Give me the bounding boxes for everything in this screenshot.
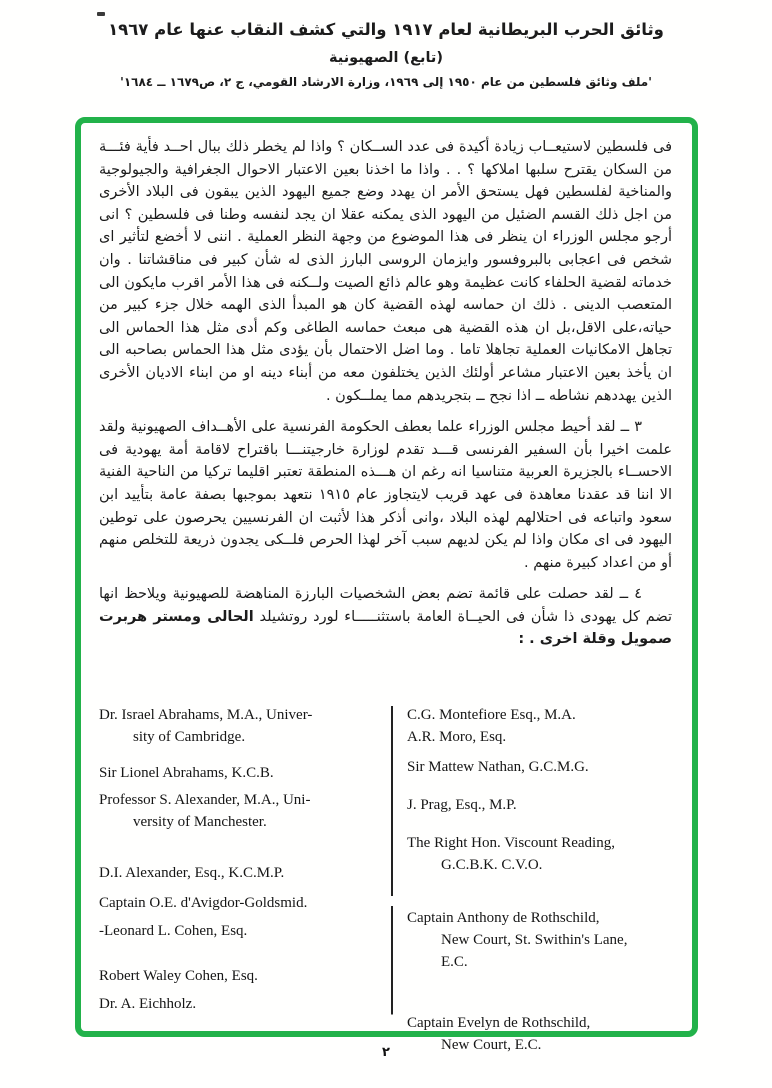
list-item	[407, 704, 672, 726]
name-line: Professor S. Alexander, M.A., Uni-	[99, 792, 311, 808]
anti-zionist-names-list	[99, 704, 672, 1053]
name-line: Sir Lionel Abrahams, K.C.B.	[99, 765, 274, 781]
list-item	[407, 907, 672, 973]
page-number: ٢	[382, 1045, 390, 1060]
document-header	[0, 20, 772, 89]
name-line: Captain O.E. d'Avigdor-Goldsmid.	[99, 895, 308, 911]
name-line: Captain Evelyn de Rothschild,	[407, 1015, 591, 1031]
name-line: sity of Cambridge.	[133, 729, 246, 745]
name-line: Dr. A. Eichholz.	[99, 996, 197, 1012]
list-item	[99, 704, 385, 748]
name-line: New Court, St. Swithin's Lane,	[441, 932, 628, 948]
name-line: G.C.B.K. C.V.O.	[441, 857, 543, 873]
name-line: J. Prag, Esq., M.P.	[407, 797, 517, 813]
name-line: Sir Mattew Nathan, G.C.M.G.	[407, 759, 589, 775]
list-item	[407, 726, 672, 748]
list-item	[407, 832, 672, 876]
highlight-border-box	[75, 117, 698, 1053]
arabic-body-text	[99, 136, 672, 704]
document-subtitle: (تابع) الصهيونية	[329, 50, 443, 66]
paragraph-4-text: ٤ ــ لقد حصلت على قائمة تضم بعض الشخصيات البارزة المناهضة للصهيونية ويلاحظ انها تضم كل يهودى ذا شأن فى الحيــاة العامة باستثنـــــاء لورد روتشيلد	[99, 586, 672, 625]
paragraph-3: ٣ ــ لقد أحيط مجلس الوزراء علما بعطف الحكومة الفرنسية على الأهــداف الصهيونية ولقد علمت اخيرا بأن السفير الفرنسى قـــد تقدم لوزارة خارجيتنـــا باقتراح لاقامة أمة يهودية فى الاحســاء بالجزيرة العربية متناسيا انه رغم ان هـــذه المنطقة تعتبر اقليما تركيا من الناحية الفنية الا اننا قد عقدنا معاهدة فى عهد قريب لايتجاوز عام ١٩١٥ نتعهد بموجبها بصفة عامة بتأييد ابن سعود واتباعه فى احتلالهم لهذه البلاد ،وانى أذكر هذا لأثبت ان الفرنسيين يحرصون على توطين اليهود فى اى مكان واذا لم يكن لديهم سبب آخر لهذا الحرص فلــكى يجدون ذريعة للتخلص منهم أو من اعداد كبيرة منهم .	[99, 419, 672, 571]
list-item	[407, 756, 672, 778]
names-column-left	[99, 704, 385, 1034]
list-item	[99, 762, 385, 784]
name-line: versity of Manchester.	[133, 814, 267, 830]
name-line: The Right Hon. Viscount Reading,	[407, 835, 615, 851]
paragraph-4-bold-tail: الحالى ومستر هربرت صمويل وقلة اخرى . :	[99, 608, 672, 648]
name-line: Captain Anthony de Rothschild,	[407, 910, 600, 926]
list-item	[99, 920, 385, 942]
document-title: وثائق الحرب البريطانية لعام ١٩١٧ والتي كشف النقاب عنها عام ١٩٦٧	[108, 20, 664, 39]
name-line: New Court, E.C.	[441, 1037, 542, 1053]
names-column-right	[401, 704, 672, 1053]
name-line: Robert Waley Cohen, Esq.	[99, 968, 258, 984]
name-line: D.I. Alexander, Esq., K.C.M.P.	[99, 865, 285, 881]
document-source-citation: 'ملف وثائق فلسطين من عام ١٩٥٠ إلى ١٩٦٩، وزارة الارشاد القومي، ج ٢، ص١٦٧٩ ــ ١٦٨٤'	[120, 75, 652, 89]
name-line: A.R. Moro, Esq.	[407, 729, 507, 745]
column-divider-rule	[391, 706, 393, 1034]
name-line: -Leonard L. Cohen, Esq.	[99, 923, 248, 939]
paragraph-continuation: فى فلسطين لاستيعــاب زيادة أكيدة فى عدد الســكان ؟ واذا لم يخطر ذلك ببال احــد فأية فئـــة من السكان يقترح سلبها املاكها ؟ . . واذا ما اخذنا بعين الاعتبار الاحوال الجغرافية والجيولوجية والمناخية لفلسطين فهل يستحق الأمر ان يهدد وضع جميع اليهود الذين يبقون فى البلاد الأخرى من اجل ذلك القسم الضئيل من اليهود الذى يمكنه عقلا ان يجد لنفسه وطنا فى فلسطين ؟ انى أرجو مجلس الوزراء ان ينظر فى هذا الموضوع من وجهة النظر العملية . اننى لا أخضع لتأثير اى شخص فى اعجابى بالبروفسور وايزمان الروسى البارز الذى له شأن كبير فى مناقشاتنا . وان خدماته لقضية الحلفاء كانت عظيمة وهو عالم ذائع الصيت ولــكنه فى هذا الأمر اقرب مايكون الى المتعصب الدينى . ذلك ان حماسه لهذه القضية كان هو المبدأ الذى الهمه خلال جزء كبير من حياته،على الاقل،بل ان هذه القضية هى مبعث حماسه الطاغى وكم أدى مثل هذا الحماس الى تجاهل الامكانيات العملية تجاهلا تاما . وما اضل الاحتمال بأن يؤدى مثل هذا الحماس بصاحبه الى ان يأخذ بعين الاعتبار مشاعر أولئك الذين يختلفون معه من أبناء دينه او من ابناء الاديان الأخرى الذين يهددهم نشاطه ــ اذا نجح ــ بتجريدهم مما يملــكون .	[99, 139, 672, 404]
name-line: C.G. Montefiore Esq., M.A.	[407, 707, 576, 723]
list-item	[99, 892, 385, 914]
paragraph-4	[99, 583, 672, 651]
name-line: E.C.	[441, 954, 468, 970]
list-item	[99, 862, 385, 884]
scan-artifact-mark	[97, 12, 105, 16]
list-item	[407, 794, 672, 816]
list-item	[99, 789, 385, 833]
list-item	[99, 965, 385, 987]
list-item	[99, 993, 385, 1015]
name-line: Dr. Israel Abrahams, M.A., Univer-	[99, 707, 313, 723]
